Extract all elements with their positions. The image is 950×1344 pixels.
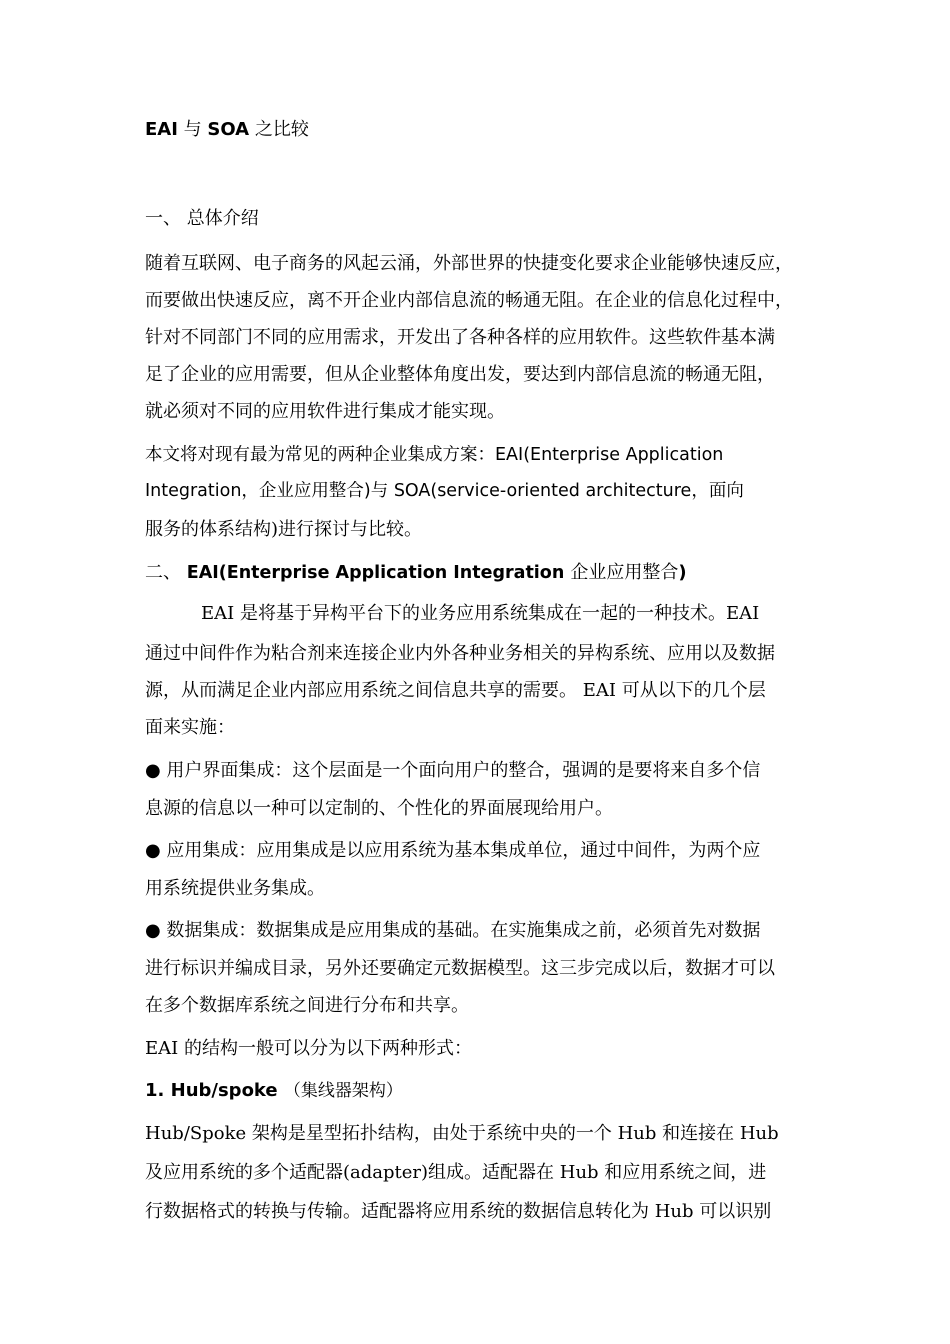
document-page [145, 0, 810, 1344]
paragraph-1-line-5: 就必须对不同的应用软件进行集成才能实现。 [145, 401, 505, 422]
title-yu: 与 [177, 119, 208, 140]
section-2-number: 二、 [145, 562, 187, 583]
paragraph-5-line-3: 行数据格式的转换与传输。适配器将应用系统的数据信息转化为 Hub 可以识别 [145, 1201, 772, 1222]
paragraph-5-line-1: Hub/Spoke 架构是星型拓扑结构，由处于系统中央的一个 Hub 和连接在 Hub [145, 1123, 779, 1144]
paragraph-3-line-2: 通过中间件作为粘合剂来连接企业内外各种业务相关的异构系统、应用以及数据 [145, 643, 775, 664]
subheading-hub-spoke-en: 1. Hub/spoke [145, 1080, 284, 1101]
title-soa: SOA [207, 119, 250, 140]
bullet-3-line-2: 进行标识并编成目录，另外还要确定元数据模型。这三步完成以后，数据才可以 [145, 958, 775, 979]
section-2-heading [145, 561, 687, 585]
bullet-2-line-1: ● 应用集成：应用集成是以应用系统为基本集成单位，通过中间件，为两个应 [145, 840, 761, 861]
title-eai: EAI [145, 119, 178, 140]
document-title [145, 118, 309, 142]
paragraph-1-line-4: 足了企业的应用需要，但从企业整体角度出发，要达到内部信息流的畅通无阻， [145, 364, 775, 385]
paragraph-1-line-1: 随着互联网、电子商务的风起云涌，外部世界的快捷变化要求企业能够快速反应， [145, 253, 793, 274]
subheading-hub-spoke [145, 1079, 403, 1103]
bullet-1-line-2: 息源的信息以一种可以定制的、个性化的界面展现给用户。 [145, 798, 613, 819]
paragraph-2-line-1: 本文将对现有最为常见的两种企业集成方案：EAI(Enterprise Application [145, 445, 724, 465]
paragraph-4-line-1: EAI 的结构一般可以分为以下两种形式： [145, 1038, 472, 1059]
section-2-title-zh: 企业应用整合 [570, 562, 679, 583]
paragraph-2-line-3: 服务的体系结构)进行探讨与比较。 [145, 519, 423, 540]
bullet-2-line-2: 用系统提供业务集成。 [145, 878, 325, 899]
section-2-close-paren: ) [678, 562, 687, 583]
paragraph-5-line-2: 及应用系统的多个适配器(adapter)组成。适配器在 Hub 和应用系统之间，进 [145, 1162, 767, 1183]
title-compare: 之比较 [249, 119, 309, 140]
bullet-3-line-3: 在多个数据库系统之间进行分布和共享。 [145, 995, 469, 1016]
paragraph-3-line-1: EAI 是将基于异构平台下的业务应用系统集成在一起的一种技术。EAI [201, 603, 760, 624]
section-1-heading: 一、 总体介绍 [145, 208, 259, 229]
section-2-title-en: EAI(Enterprise Application Integration [186, 563, 571, 583]
paragraph-1-line-3: 针对不同部门不同的应用需求，开发出了各种各样的应用软件。这些软件基本满 [145, 327, 775, 348]
paragraph-2-line-2: Integration，企业应用整合)与 SOA(service-oriented architecture，面向 [145, 481, 744, 501]
paragraph-1-line-2: 而要做出快速反应，离不开企业内部信息流的畅通无阻。在企业的信息化过程中， [145, 290, 793, 311]
bullet-3-line-1: ● 数据集成：数据集成是应用集成的基础。在实施集成之前，必须首先对数据 [145, 920, 761, 941]
paragraph-3-line-3: 源，从而满足企业内部应用系统之间信息共享的需要。 EAI 可从以下的几个层 [145, 680, 766, 701]
bullet-1-line-1: ● 用户界面集成：这个层面是一个面向用户的整合，强调的是要将来自多个信 [145, 760, 761, 781]
paragraph-3-line-4: 面来实施： [145, 717, 235, 738]
subheading-hub-spoke-zh: （集线器架构） [283, 1081, 403, 1101]
